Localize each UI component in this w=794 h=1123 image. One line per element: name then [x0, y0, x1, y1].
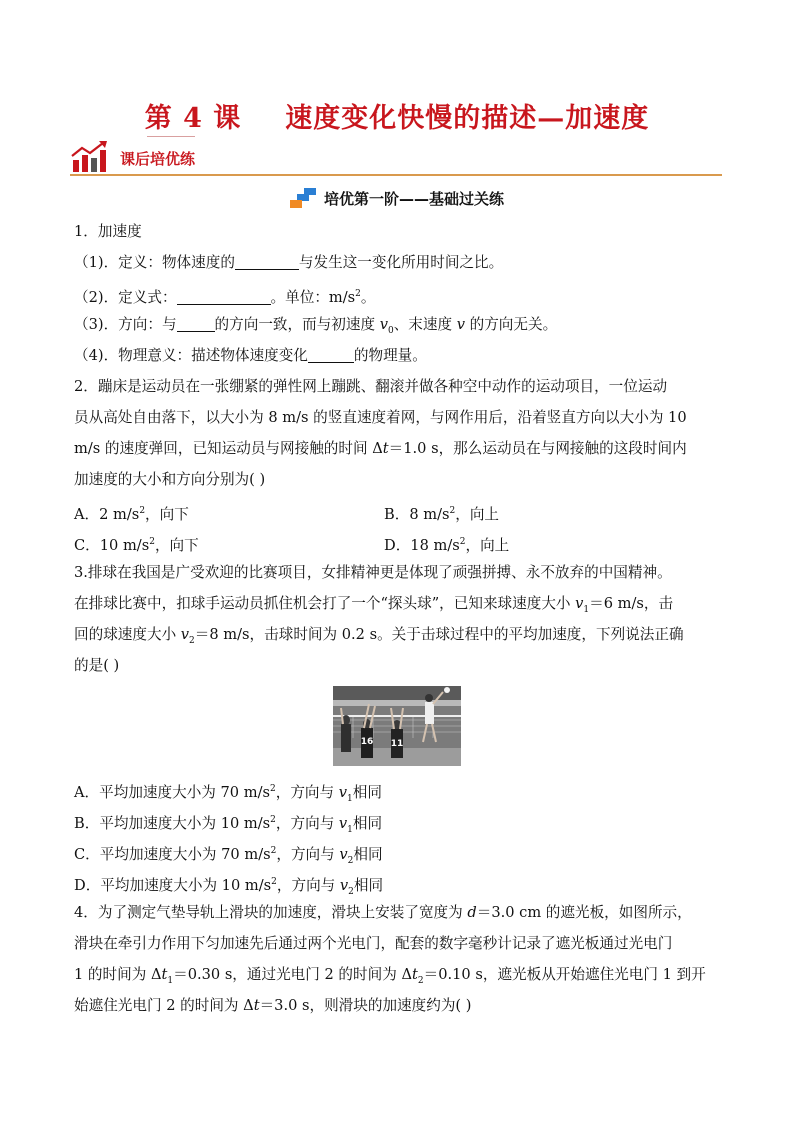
jersey-number-11: 11 [390, 739, 404, 749]
title-accent-line [147, 136, 195, 137]
q2-option-d[interactable]: D．18 $m/s^2$，向上 [384, 536, 510, 554]
sub-heading-text: 培优第一阶——基础过关练 [323, 190, 504, 208]
bar-chart-icon [70, 140, 110, 172]
q1-item-4: （4)．物理意义：描述物体速度变化 的物理量。 [74, 347, 427, 364]
answer-blank[interactable] [177, 290, 271, 305]
steps-icon [290, 188, 318, 208]
q2-option-c[interactable]: C．10 $m/s^2$，向下 [74, 536, 199, 554]
q1-item-3: （3)．方向：与 的方向一致，而与初速度 $v_0$、末速度 v 的方向无关。 [74, 316, 558, 336]
answer-blank[interactable] [235, 255, 299, 270]
answer-blank[interactable] [177, 317, 215, 332]
q4-line-1: 4．为了测定气垫导轨上滑块的加速度，滑块上安装了宽度为 d＝3.0 cm 的遮光板，如图所示， [74, 904, 692, 921]
q2-line-4: 加速度的大小和方向分别为( ) [74, 471, 266, 488]
section-label: 课后培优练 [120, 150, 196, 168]
q3-line-2: 在排球比赛中，扣球手运动员抓住机会打了一个“探头球”，已知来球速度大小 $v_1=6$ m/s，击 [74, 595, 674, 615]
q3-line-3: 回的球速度大小 $v_2=8$ m/s，击球时间为 0.2 s。关于击球过程中的平均加速度，下列说法正确 [74, 626, 684, 646]
q1-item-1: （1)．定义：物体速度的 与发生这一变化所用时间之比。 [74, 254, 504, 271]
q3-option-a[interactable]: A．平均加速度大小为 70 $m/s^2$，方向与 $v_1$相同 [74, 783, 382, 804]
q2-option-b[interactable]: B．8 $m/s^2$，向上 [384, 505, 500, 523]
q1-item-2: （2)．定义式： 。单位：$m/s^2$。 [74, 288, 376, 306]
q2-line-2: 员从高处自由落下，以大小为 8 m/s 的竖直速度着网，与网作用后，沿着竖直方向以大小为 10 [74, 409, 687, 426]
q3-line-1: 3.排球在我国是广受欢迎的比赛项目，女排精神更是体现了顽强拼搏、永不放弃的中国精神。 [74, 564, 672, 581]
q2-line-3: m/s 的速度弹回，已知运动员与网接触的时间 Δt＝1.0 s，那么运动员在与网接触的这段时间内 [74, 440, 687, 457]
q1-stem: 1．加速度 [74, 223, 142, 240]
lesson-title: 速度变化快慢的描述—加速度 [285, 103, 650, 134]
lesson-number: 第 4 课 [144, 103, 242, 134]
sub-heading [0, 188, 794, 209]
q2-line-1: 2．蹦床是运动员在一张绷紧的弹性网上蹦跳、翻滚并做各种空中动作的运动项目，一位运动 [74, 378, 668, 395]
q4-line-4: 始遮住光电门 2 的时间为 Δt＝3.0 s，则滑块的加速度约为( ) [74, 997, 472, 1014]
q2-option-a[interactable]: A．2 $m/s^2$，向下 [74, 505, 189, 523]
q4-line-3: 1 的时间为 $\Delta t_1=0.30$ s，通过光电门 2 的时间为 $\Delta t_2=0.10$ s，遮光板从开始遮住光电门 1 到开 [74, 966, 706, 986]
section-header [70, 140, 722, 176]
jersey-number-16: 16 [360, 737, 374, 747]
page-title [0, 96, 794, 135]
q3-option-d[interactable]: D．平均加速度大小为 10 $m/s^2$，方向与 $v_2$相同 [74, 876, 384, 897]
answer-blank[interactable] [308, 348, 354, 363]
q4-line-2: 滑块在牵引力作用下匀加速先后通过两个光电门，配套的数字毫秒计记录了遮光板通过光电门 [74, 935, 673, 952]
q3-line-4: 的是( ) [74, 657, 120, 674]
q3-option-b[interactable]: B．平均加速度大小为 10 $m/s^2$，方向与 $v_1$相同 [74, 814, 383, 835]
q3-option-c[interactable]: C．平均加速度大小为 70 $m/s^2$，方向与 $v_2$相同 [74, 845, 383, 866]
volleyball-photo [333, 686, 461, 766]
volleyball-scene-image [333, 686, 461, 766]
